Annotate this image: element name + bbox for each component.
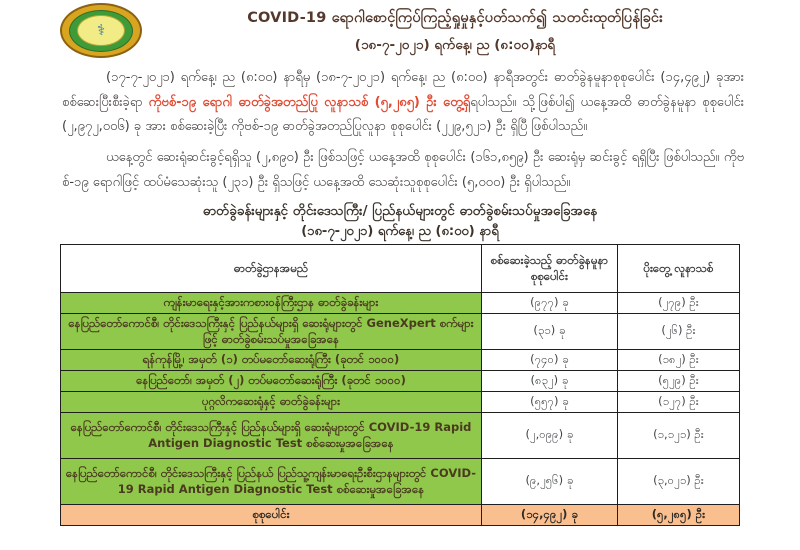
row-samples: (၃၁) ခု <box>481 314 617 350</box>
table-row <box>61 293 740 314</box>
row-positives: (၅၂၉) ဦး <box>617 371 739 392</box>
row-positives: (၂၇၉) ဦး <box>617 293 739 314</box>
table-row <box>61 371 740 392</box>
row-samples: (၉,၂၅၆) ခု <box>481 459 617 505</box>
lab-testing-table <box>60 244 740 526</box>
row-lab-name: ပုဂ္ဂလိကဆေးရုံနှင့် ဓာတ်ခွဲခန်းများ <box>61 392 482 413</box>
row-lab-name: ကျန်းမာရေးနှင့်အားကစားဝန်ကြီးဌာန ဓာတ်ခွဲခန်းများ <box>61 293 482 314</box>
table-row <box>61 459 740 505</box>
paragraph-discharges-deaths: ယနေ့တွင် ဆေးရုံဆင်းခွင့်ရရှိသူ (၂,၈၉၀) ဦး ဖြစ်သဖြင့် ယနေ့အထိ စုစုပေါင်း (၁၆၁,၈၅၉) ဦး ဆေးရုံမှ ဆင်းခွင့် ရရှိပြီး ဖြစ်ပါသည်။ ကိုဗစ်-၁၉ ရောဂါဖြင့် ထပ်မံသေဆုံးသူ (၂၃၁) ဦး ရှိသဖြင့် ယနေ့အထိ သေဆုံးသူစုစုပေါင်း (၅,၀၀၀) ဦး ရှိပါသည်။ <box>62 150 744 190</box>
table-header-row <box>61 245 740 293</box>
col-header-new-positives: ပိုးတွေ့ လူနာသစ် <box>617 245 739 293</box>
row-positives: (၂၆) ဦး <box>617 314 739 350</box>
row-samples: (၅၅၇) ခု <box>481 392 617 413</box>
announcement-body <box>0 62 800 195</box>
p1-text-before: (၁၇-၇-၂၀၂၁) ရက်နေ့၊ ည (၈:၀၀) နာရီမှ (၁၈-၇-၂၀၂၁) ရက်နေ့၊ ည (၈:၀၀) နာရီအတွင်း ဓာတ်ခွဲနမူနာစုစုပေါင်း (၁၄,၄၉၂) ခုအား စစ်ဆေးပြီးစီးခဲ့ရာ <box>62 70 744 110</box>
total-samples: (၁၄,၄၉၂) ခု <box>481 505 617 526</box>
table-row <box>61 350 740 371</box>
medical-caduceus-icon: ⚕ <box>96 21 106 39</box>
row-lab-name: နေပြည်တော်ကောင်စီ၊ တိုင်းဒေသကြီးနှင့် ပြည်နယ် ပြည်သူ့ကျန်းမာရေးဦးစီးဌာနများတွင် COVID-19 Rapid Antigen Diagnostic Test စစ်ဆေးမှုအခြေအနေ <box>61 459 482 505</box>
table-row <box>61 314 740 350</box>
total-positives: (၅,၂၈၅) ဦး <box>617 505 739 526</box>
p1-new-cases-highlight: ကိုဗစ်-၁၉ ရောဂါ ဓာတ်ခွဲအတည်ပြု လူနာသစ် (၅,၂၈၅) ဦး တွေ့ရှိ <box>148 94 471 110</box>
row-samples: (၂,၀၉၉) ခု <box>481 413 617 459</box>
row-samples: (၇၄၀) ခု <box>481 350 617 371</box>
announcement-title: COVID-19 ရောဂါစောင့်ကြပ်ကြည့်ရှုမှုနှင့်ပတ်သက်၍ သတင်းထုတ်ပြန်ခြင်း <box>247 10 663 26</box>
table-row <box>61 413 740 459</box>
announcement-datetime: (၁၈-၇-၂၀၂၁) ရက်နေ့၊ ည (၈:၀၀)နာရီ <box>354 37 556 53</box>
logo-center <box>77 15 125 46</box>
row-lab-name: ရန်ကုန်မြို့၊ အမှတ် (၁) တပ်မတော်ဆေးရုံကြီး (ခုတင် ၁၀၀၀) <box>61 350 482 371</box>
row-lab-name: နေပြည်တော်ကောင်စီ၊ တိုင်းဒေသကြီးနှင့် ပြည်နယ်များရှိ ဆေးရုံများတွင် COVID-19 Rapid Antigen Diagnostic Test စစ်ဆေးမှုအခြေအနေ <box>61 413 482 459</box>
col-header-lab-name: ဓာတ်ခွဲဌာနအမည် <box>61 245 482 293</box>
table-row <box>61 392 740 413</box>
table-title <box>0 201 800 241</box>
row-positives: (၁,၁၂၁) ဦး <box>617 413 739 459</box>
logo-gold-ring <box>60 3 142 58</box>
row-positives: (၃,၀၂၁) ဦး <box>617 459 739 505</box>
row-lab-name: နေပြည်တော်၊ အမှတ် (၂) တပ်မတော်ဆေးရုံကြီး (ခုတင် ၁၀၀၀) <box>61 371 482 392</box>
row-lab-name: နေပြည်တော်ကောင်စီ၊ တိုင်းဒေသကြီးနှင့် ပြည်နယ်များရှိ ဆေးရုံများတွင် GeneXpert စက်များဖြင့် ဓာတ်ခွဲစမ်းသပ်မှုအခြေအနေ <box>61 314 482 350</box>
paragraph-daily-summary <box>62 66 744 140</box>
row-positives: (၁၂၇) ဦး <box>617 392 739 413</box>
p1-text-after: ရပါသည်။ သို့ဖြစ်ပါ၍ ယနေ့အထိ ဓာတ်ခွဲနမူနာ စုစုပေါင်း (၂,၉၇၂,၀၀၆) ခု အား စစ်ဆေးခဲ့ပြီး ကိုဗစ်-၁၉ ဓာတ်ခွဲအတည်ပြုလူနာ စုစုပေါင်း (၂၂၉,၅၂၁) ဦး ရှိပြီ ဖြစ်ပါသည်။ <box>62 94 745 135</box>
col-header-samples-tested: စစ်ဆေးခဲ့သည့် ဓာတ်ခွဲနမူနာ စုစုပေါင်း <box>481 245 617 293</box>
total-label: စုစုပေါင်း <box>61 505 482 526</box>
document-header <box>0 0 800 62</box>
row-positives: (၁၈၂) ဦး <box>617 350 739 371</box>
table-title-line2: (၁၈-၇-၂၀၂၁) ရက်နေ့၊ ည (၈:၀၀) နာရီ <box>301 223 499 239</box>
logo-green-ring <box>69 10 133 52</box>
table-total-row <box>61 505 740 526</box>
ministry-of-health-logo <box>60 3 142 58</box>
row-samples: (၈၃၂) ခု <box>481 371 617 392</box>
table-title-line1: ဓာတ်ခွဲခန်းများနှင့် တိုင်းဒေသကြီး/ ပြည်နယ်များတွင် ဓာတ်ခွဲစမ်းသပ်မှုအခြေအနေ <box>202 203 598 220</box>
row-samples: (၉၇၇) ခု <box>481 293 617 314</box>
